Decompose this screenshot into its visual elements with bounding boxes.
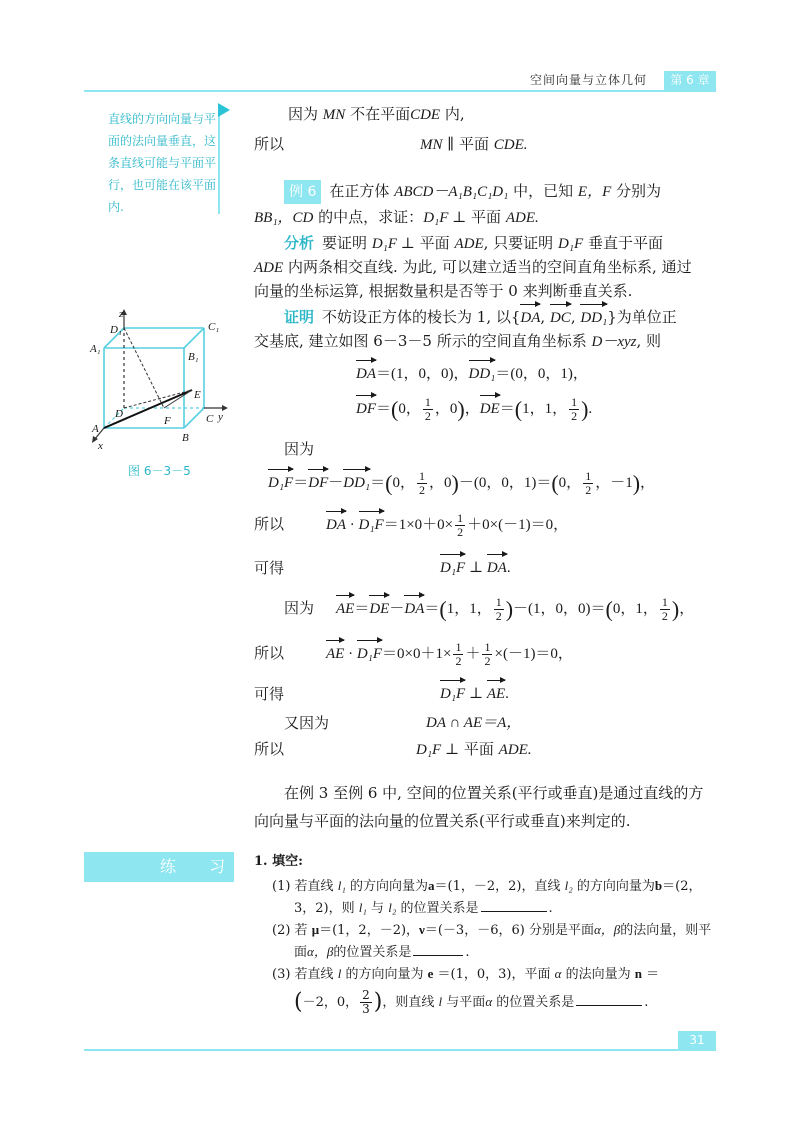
equation-5: D₁F ⊥ DA. bbox=[440, 556, 511, 580]
fraction-half: $\frac{1}{2}$ bbox=[571, 395, 578, 423]
fraction-half: $\frac{1}{2}$ bbox=[484, 640, 491, 668]
equation-10: D₁F ⊥ 平面 ADE. bbox=[416, 740, 532, 758]
exercise-item-1-line-2: 3，2)，则 l₁ 与 l₂ 的位置关系是 . bbox=[294, 897, 553, 920]
exercise-item-3-line-2: (－2，0， $\frac{2}{3}$ )，则直线 l 与平面α 的位置关系是 . bbox=[294, 988, 649, 1016]
equation-3: D₁F＝DF－DD₁＝(0， $\frac{1}{2}$ ，0)－(0，0，1)＝(0， $\frac{1}{2}$ ，－1)， bbox=[268, 469, 656, 497]
fraction-half: $\frac{1}{2}$ bbox=[419, 469, 425, 497]
cube-figure bbox=[84, 308, 234, 458]
segment-fe bbox=[164, 390, 192, 408]
also-label: 又因为 bbox=[284, 714, 330, 732]
label-f: F bbox=[164, 415, 171, 427]
equation-4: DA · D₁F＝1×0＋0× $\frac{1}{2}$ ＋0×(－1)＝0， bbox=[326, 511, 569, 539]
answer-blank-2[interactable] bbox=[413, 941, 463, 956]
answer-blank-1[interactable] bbox=[481, 897, 547, 912]
fraction-half: $\frac{1}{2}$ bbox=[661, 595, 668, 623]
so-label-2: 所以 bbox=[254, 644, 285, 662]
footer-rule bbox=[84, 1049, 716, 1051]
because-line-2: 因为 bbox=[284, 599, 315, 617]
label-b: B bbox=[182, 432, 189, 444]
label-b1: B₁ bbox=[188, 351, 199, 363]
intro-line-2-formula: MN ∥ 平面 CDE. bbox=[420, 135, 528, 153]
analysis-line-3: 向量的坐标运算, 根据数量积是否等于 0 来判断垂直关系. bbox=[254, 282, 633, 300]
running-header-title: 空间向量与立体几何 bbox=[530, 73, 648, 87]
analysis-line-1: 分析 要证明 D₁F ⊥ 平面 ADE, 只要证明 D₁F 垂直于平面 bbox=[284, 234, 663, 252]
so-label-1: 所以 bbox=[254, 515, 285, 533]
axis-y-arrow-icon bbox=[222, 405, 228, 411]
margin-note-bar bbox=[218, 108, 220, 214]
fraction-half: $\frac{1}{2}$ bbox=[495, 595, 502, 623]
figure-caption: 图 6－3－5 bbox=[128, 464, 191, 478]
fraction-half: $\frac{1}{2}$ bbox=[585, 469, 592, 497]
proof-line-1: 证明 不妨设正方体的棱长为 1, 以{DA, DC, DD₁}为单位正 bbox=[284, 305, 677, 330]
equation-8: D₁F ⊥ AE. bbox=[440, 682, 509, 706]
example-6-line-1: 例 6 在正方体 ABCD－A₁B₁C₁D₁ 中，已知 E，F 分别为 bbox=[284, 179, 661, 204]
label-d: D bbox=[115, 408, 123, 420]
label-e: E bbox=[194, 389, 201, 401]
intro-line-2: 所以 bbox=[254, 135, 285, 153]
exercise-label: 练 习 bbox=[160, 857, 240, 876]
example-tag: 例 6 bbox=[284, 180, 321, 204]
because-line-1: 因为 bbox=[284, 440, 315, 458]
equation-9: DA ∩ AE＝A， bbox=[426, 715, 522, 731]
edge-b1-c1 bbox=[184, 328, 204, 348]
edge-b-c bbox=[184, 408, 204, 428]
header-rule bbox=[84, 90, 716, 92]
summary-line-2: 向向量与平面的法向量的位置关系(平行或垂直)来判定的. bbox=[254, 812, 631, 830]
equation-6: AE＝DE－DA＝(1，1， $\frac{1}{2}$ )－(1，0，0)＝(0，1， $\frac{1}{2}$ )， bbox=[336, 595, 695, 623]
get-label-2: 可得 bbox=[254, 685, 285, 703]
fraction-half: $\frac{1}{2}$ bbox=[455, 640, 462, 668]
label-z: z bbox=[119, 308, 124, 320]
summary-line-1: 在例 3 至例 6 中, 空间的位置关系(平行或垂直)是通过直线的方 bbox=[284, 784, 704, 802]
exercise-item-2-line-1: (2) 若 μ＝(1，2，－2)，ν＝(－3，－6，6) 分别是平面α，β的法向量，则平 bbox=[272, 922, 712, 938]
exercise-item-3-line-1: (3) 若直线 l 的方向向量为 e ＝(1，0，3)，平面 α 的法向量为 n ＝ bbox=[272, 966, 660, 982]
label-a: A bbox=[92, 423, 99, 435]
margin-note-arrow-icon bbox=[218, 103, 230, 117]
exercise-item-1-line-1: (1) 若直线 l₁ 的方向向量为a＝(1，－2，2)，直线 l₂ 的方向向量为b＝(2， bbox=[272, 878, 702, 894]
label-d1: D₁ bbox=[110, 324, 122, 336]
answer-blank-3[interactable] bbox=[576, 991, 642, 1006]
equation-1: DA＝(1，0，0)，DD₁＝(0，0，1)， bbox=[356, 362, 588, 386]
intro-line-1: 因为 MN 不在平面CDE 内, bbox=[288, 105, 465, 123]
label-x: x bbox=[98, 440, 103, 452]
margin-note: 直线的方向向量与平面的法向量垂直，这条直线可能与平面平行，也可能在该平面内. bbox=[108, 112, 217, 214]
page-number: 31 bbox=[678, 1031, 716, 1050]
exercise-question: 1. 填空: bbox=[254, 854, 303, 869]
equation-2: DF＝(0， $\frac{1}{2}$ ，0)，DE＝(1，1， $\frac{1}{2}$ ). bbox=[356, 395, 593, 423]
analysis-line-2: ADE 内两条相交直线. 为此, 可以建立适当的空间直角坐标系, 通过 bbox=[254, 258, 692, 276]
label-c: C bbox=[206, 413, 214, 425]
fraction-half: $\frac{1}{2}$ bbox=[457, 511, 464, 539]
segment-d1f bbox=[124, 328, 164, 408]
proof-line-2: 交基底, 建立如图 6－3－5 所示的空间直角坐标系 D－xyz, 则 bbox=[254, 332, 662, 350]
get-label-1: 可得 bbox=[254, 559, 285, 577]
label-a1: A₁ bbox=[90, 343, 101, 355]
fraction-two-thirds: $\frac{2}{3}$ bbox=[362, 988, 370, 1016]
so-label-3: 所以 bbox=[254, 740, 285, 758]
chapter-badge: 第 6 章 bbox=[664, 71, 716, 90]
example-6-line-2: BB₁，CD 的中点，求证：D₁F ⊥ 平面 ADE. bbox=[254, 208, 539, 226]
exercise-item-2-line-2: 面α，β的位置关系是 . bbox=[294, 941, 469, 964]
label-y: y bbox=[218, 411, 223, 423]
equation-7: AE · D₁F＝0×0＋1× $\frac{1}{2}$ ＋ $\frac{1}{2}$ ×(－1)＝0， bbox=[326, 640, 573, 668]
fraction-half: $\frac{1}{2}$ bbox=[424, 395, 431, 423]
label-c1: C₁ bbox=[208, 321, 220, 333]
